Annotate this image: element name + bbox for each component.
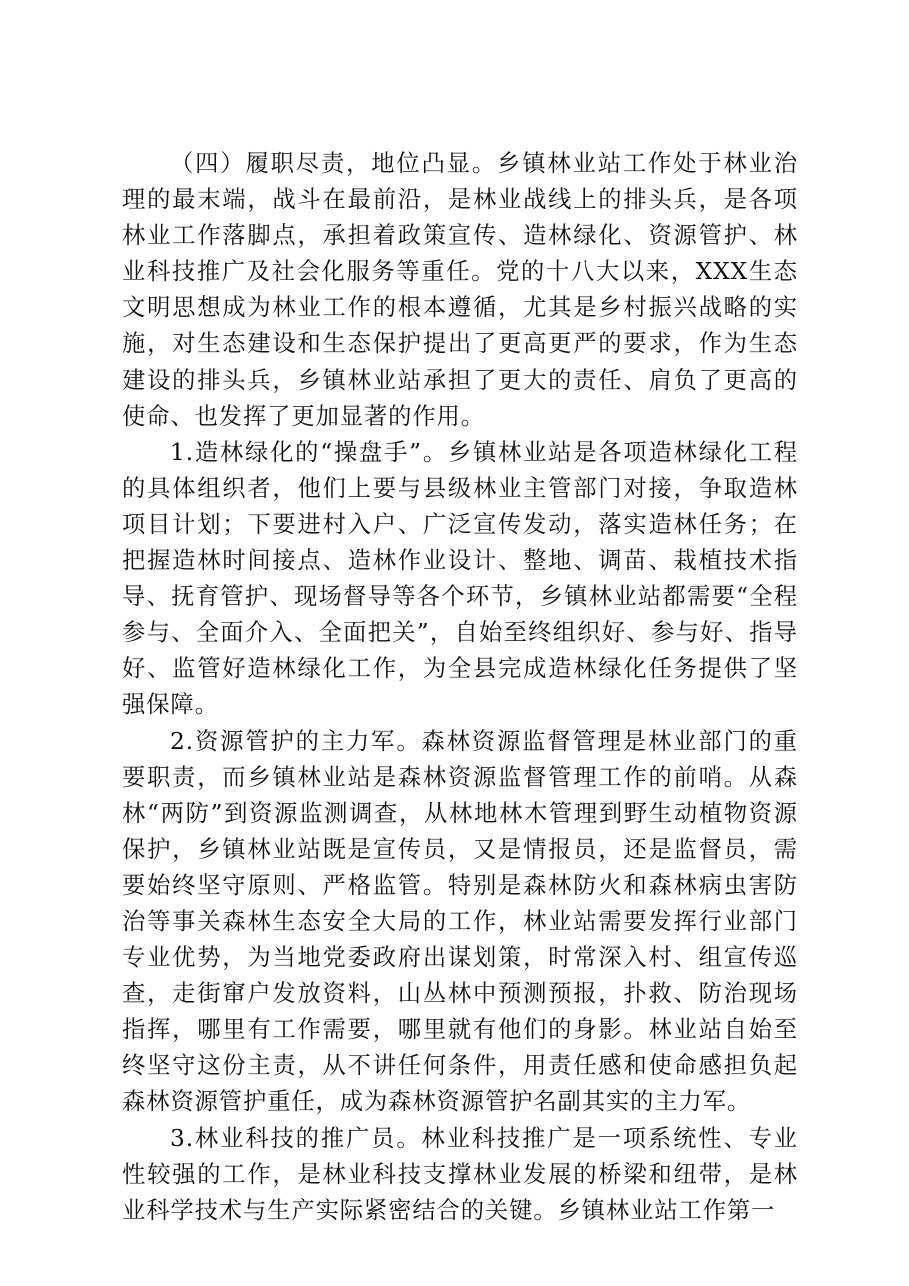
paragraph-resource-protection: 2.资源管护的主力军。森林资源监督管理是林业部门的重要职责，而乡镇林业站是森林资源监督管理工作的前哨。从森林“两防”到资源监测调查，从林地林木管理到野生动植物资源保护，乡镇林业站既是宣传员，又是情报员，还是监督员，需要始终坚守原则、严格监管。特别是森林防火和森林病虫害防治等事关森林生态安全大局的工作，林业站需要发挥行业部门专业优势，为当地党委政府出谋划策，时常深入村、组宣传巡查，走街窜户发放资料，山丛林中预测预报，扑救、防治现场指挥，哪里有工作需要，哪里就有他们的身影。林业站自始至终坚守这份主责，从不讲任何条件，用责任感和使命感担负起森林资源管护重任，成为森林资源管护名副其实的主力军。 [122, 727, 798, 1116]
paragraph-section-four: （四）履职尽责，地位凸显。乡镇林业站工作处于林业治理的最末端，战斗在最前沿，是林业战线上的排头兵，是各项林业工作落脚点，承担着政策宣传、造林绿化、资源管护、林业科技推广及社会化服务等重任。党的十八大以来，XXX生态文明思想成为林业工作的根本遵循，尤其是乡村振兴战略的实施，对生态建设和生态保护提出了更高更严的要求，作为生态建设的排头兵，乡镇林业站承担了更大的责任、肩负了更高的使命、也发挥了更加显著的作用。 [122, 150, 798, 430]
paragraph-technology-promotion: 3.林业科技的推广员。林业科技推广是一项系统性、专业性较强的工作，是林业科技支撑林业发展的桥梁和纽带，是林业科学技术与生产实际紧密结合的关键。乡镇林业站工作第一 [122, 1124, 798, 1224]
document-page [122, 146, 798, 1229]
paragraph-afforestation: 1.造林绿化的“操盘手”。乡镇林业站是各项造林绿化工程的具体组织者，他们上要与县级林业主管部门对接，争取造林项目计划；下要进村入户、广泛宣传发动，落实造林任务；在把握造林时间接点、造林作业设计、整地、调苗、栽植技术指导、抚育管护、现场督导等各个环节，乡镇林业站都需要“全程参与、全面介入、全面把关”，自始至终组织好、参与好、指导好、监管好造林绿化工作，为全县完成造林绿化任务提供了坚强保障。 [122, 438, 798, 719]
